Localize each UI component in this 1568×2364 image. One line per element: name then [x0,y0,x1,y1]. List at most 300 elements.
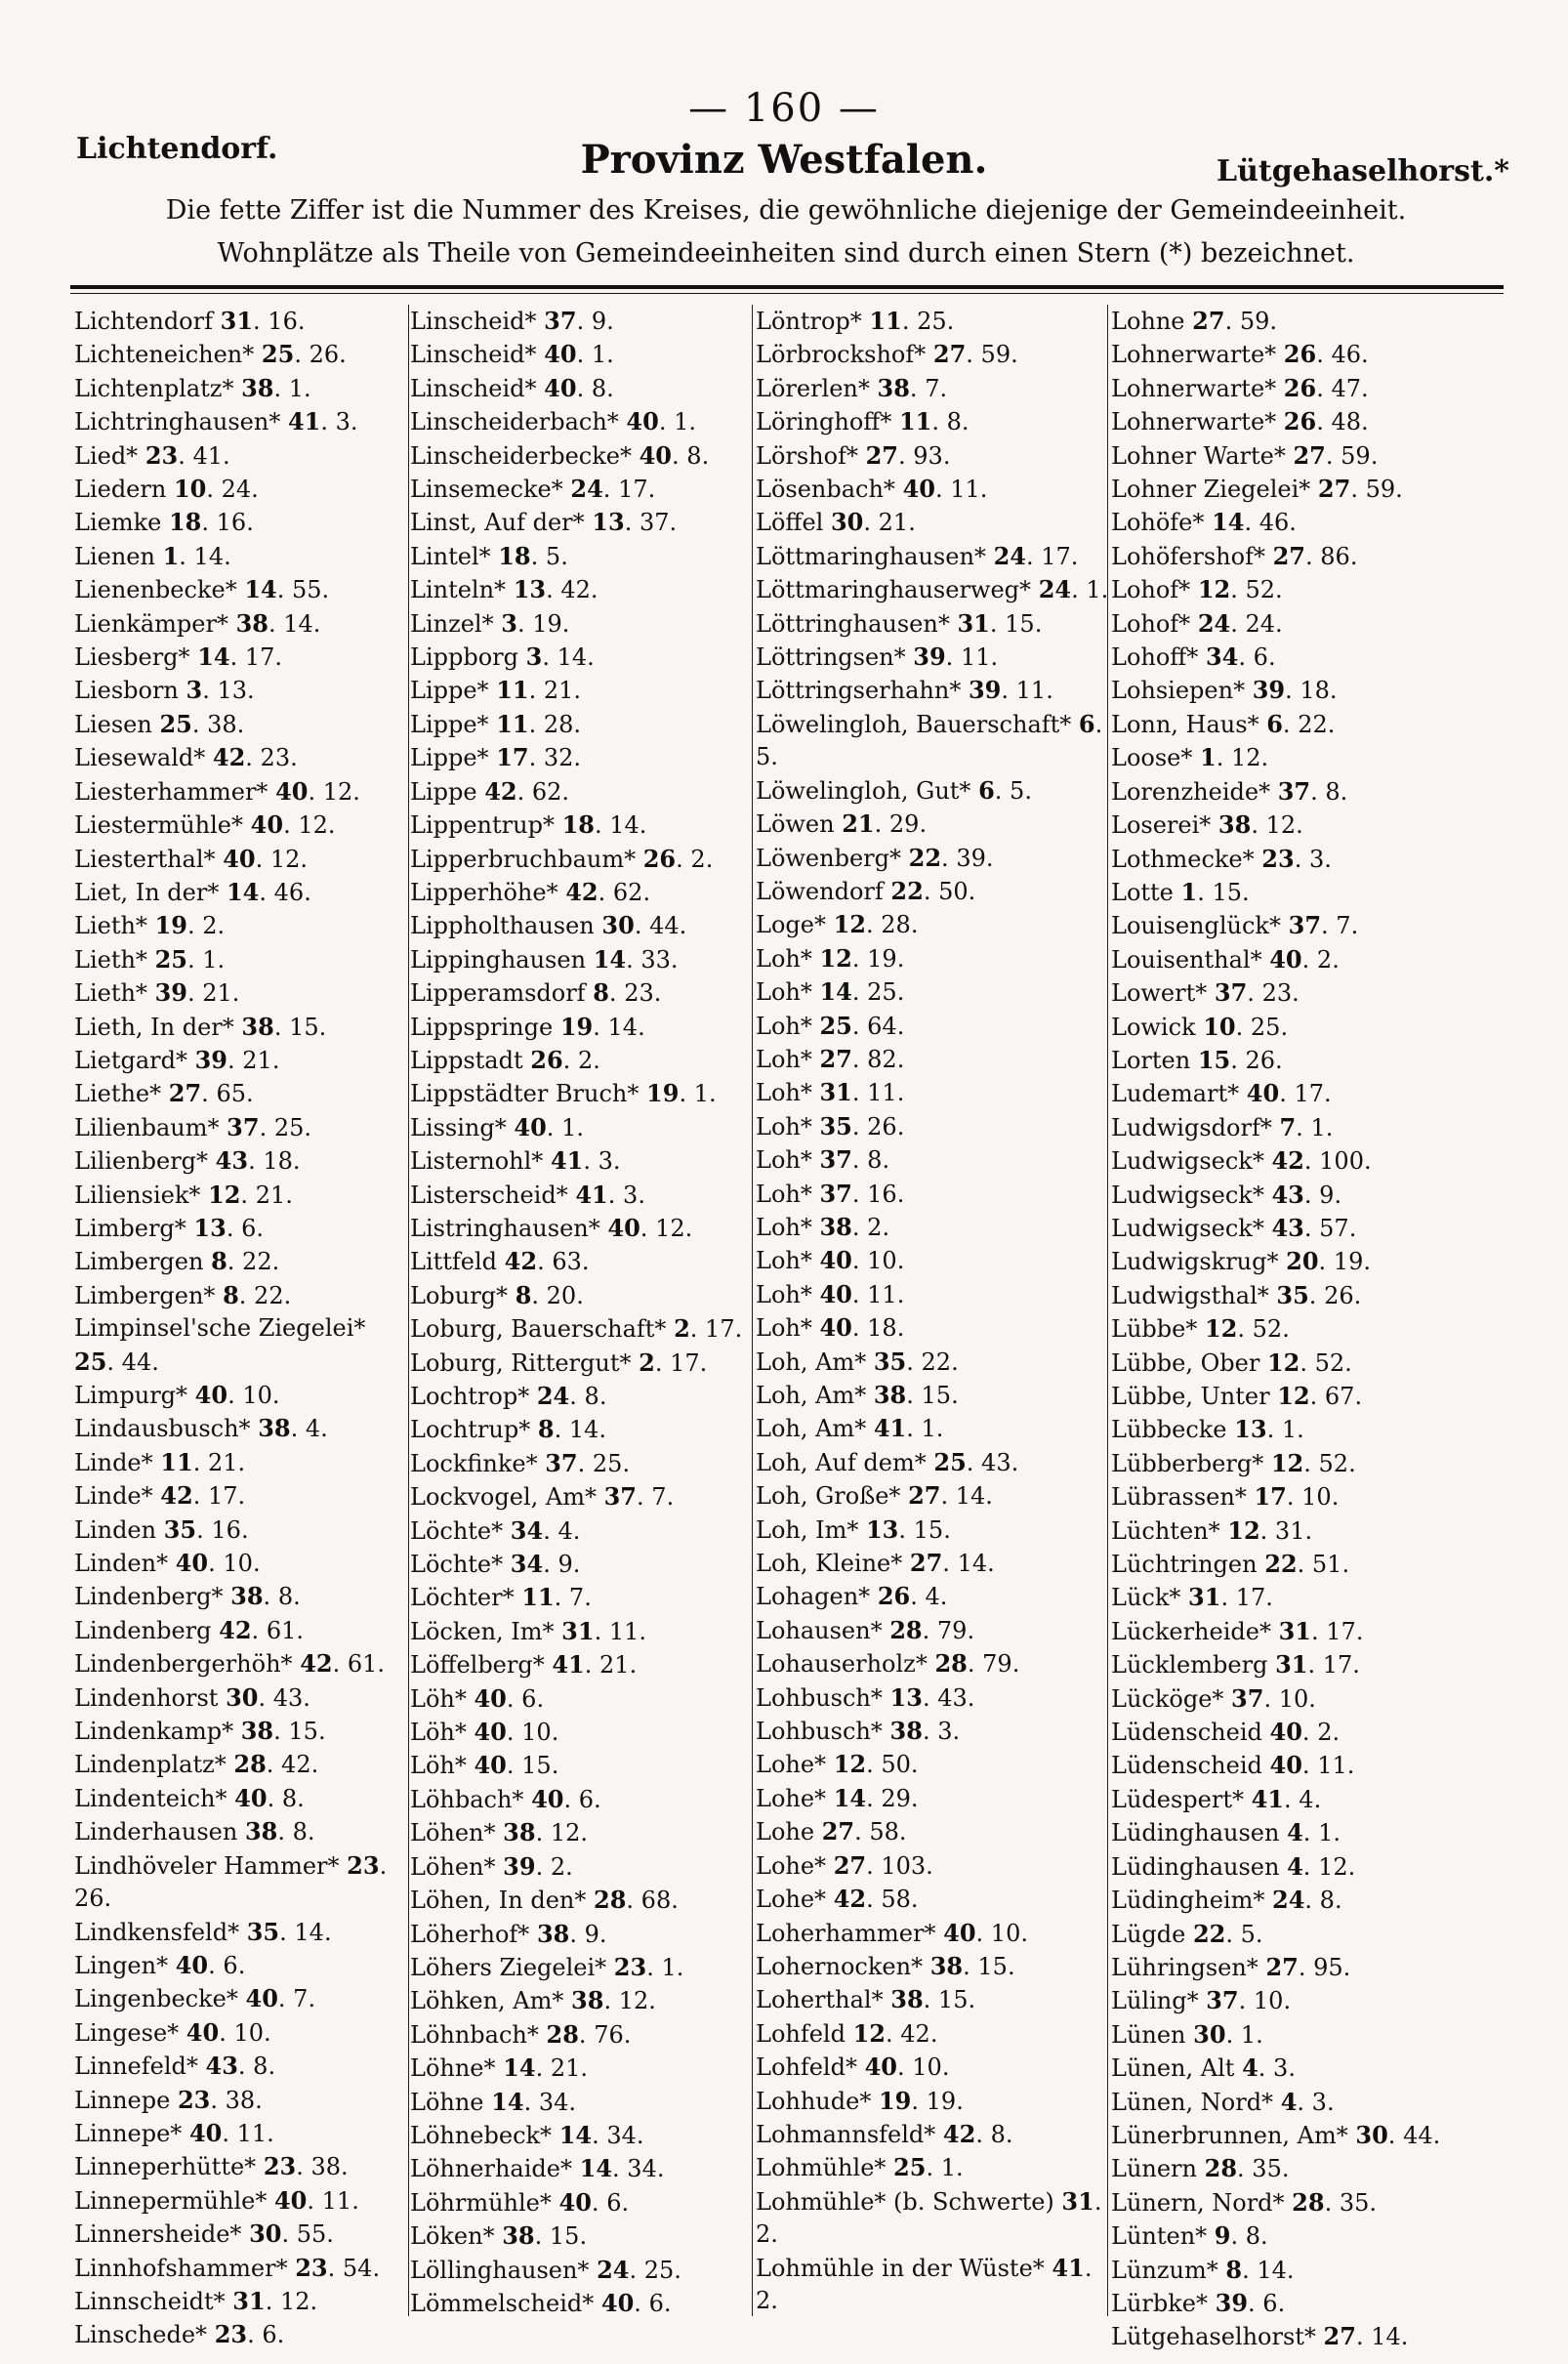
index-entry: Lübberberg* 12. 52. [1111,1448,1356,1477]
municipality-number: 21 [878,509,909,537]
municipality-number: 58 [869,1818,899,1846]
entry-name: Lück* [1111,1584,1181,1612]
index-entry: Linnersheide* 30. 55. [74,2219,334,2249]
intro-line-1: Die fette Ziffer ist die Nummer des Kreises, die gewöhnliche diejenige der Gemeindeeinheit. [165,195,1407,226]
district-number: 14 [833,1783,867,1812]
entry-name: Löwen [756,810,835,839]
municipality-number: 52 [1314,1348,1345,1377]
municipality-number: 14 [955,1482,986,1511]
municipality-number: 1 [288,374,305,402]
entry-name: Löhne* [410,2054,496,2083]
municipality-number: 11 [867,1280,897,1308]
index-entry: Lüchten* 12. 31. [1111,1515,1313,1545]
district-number: 22 [908,843,942,872]
index-entry: Löcken, Im* 31. 11. [410,1616,647,1645]
district-number: 4 [1287,1851,1303,1881]
district-number: 25 [74,1347,107,1376]
entry-name: Lünern, Nord* [1111,2188,1285,2217]
entry-name: Linscheid* [410,308,537,335]
district-number: 11 [496,709,529,738]
district-number: 24 [1038,575,1072,604]
index-entry: Lotte 1. 15. [1111,877,1250,906]
entry-name: Linscheiderbecke* [410,441,632,470]
district-number: 12 [833,910,866,939]
index-entry: Lindenteich* 40. 8. [74,1783,305,1812]
index-entry: Lohnerwarte* 26. 48. [1111,407,1369,436]
index-entry: Lünern, Nord* 28. 35. [1111,2187,1378,2217]
entry-name: Lohe* [756,1751,827,1779]
municipality-number: 10 [912,2053,942,2082]
index-entry: Linteln* 13. 42. [410,575,598,604]
district-number: 39 [913,643,946,672]
municipality-number: 52 [1318,1449,1349,1477]
index-entry: Lippspringe 19. 14. [410,1012,645,1041]
district-number: 14 [579,2154,613,2183]
entry-name: Löwelingloh, Bauerschaft* [756,710,1072,738]
index-entry: Lohe* 14. 29. [756,1783,919,1812]
entry-name: Löllinghausen* [410,2256,590,2284]
entry-name: Lothmecke* [1111,845,1255,873]
municipality-number: 28 [881,911,911,939]
district-number: 12 [1204,1314,1238,1344]
municipality-number: 4 [557,1516,573,1545]
municipality-number: 38 [225,2086,256,2114]
entry-name: Liesewald* [74,744,206,772]
index-entry: Loh* 12. 19. [756,943,905,973]
intro-line-2: Wohnplätze als Theile von Gemeindeeinheiten sind durch einen Stern (*) bezeichnet. [217,238,1355,269]
district-number: 19 [559,1012,594,1041]
index-entry: Löntrop* 11. 25. [756,307,955,335]
district-number: 31 [232,2286,266,2315]
entry-name: Ludwigseck* [1111,1147,1264,1176]
municipality-number: 34 [627,2155,657,2183]
municipality-number: 86 [1320,542,1350,570]
district-number: 8 [1225,2255,1243,2284]
index-column-4 [1111,305,1502,2351]
district-number: 10 [1203,1012,1236,1041]
district-number: 22 [1192,1919,1226,1948]
district-number: 1 [1180,877,1198,906]
municipality-number: 21 [543,677,574,705]
index-entry: Loherhammer* 40. 10. [756,1918,1028,1947]
entry-name: Lohner Ziegelei* [1111,476,1311,504]
index-entry: Lünerbrunnen, Am* 30. 44. [1111,2120,1441,2149]
entry-name: Lingenbecke* [74,1985,238,2013]
entry-name: Lohhude* [756,2087,872,2115]
district-number: 8 [223,1280,239,1309]
municipality-number: 55 [292,576,322,604]
district-number: 35 [246,1917,280,1946]
index-entry: Linsemecke* 24. 17. [410,475,656,504]
district-number: 38 [819,1212,852,1241]
district-number: 43 [205,2052,238,2081]
index-entry: Lohe* 12. 50. [756,1750,919,1779]
entry-name: Lied* [74,441,139,470]
municipality-number: 103 [881,1851,927,1880]
entry-name: Lichteneichen* [74,341,255,369]
district-number: 42 [300,1649,333,1679]
municipality-number: 14 [294,1918,324,1946]
entry-name: Lieth, In der* [74,1013,234,1041]
municipality-number: 23 [260,744,291,772]
entry-name: Lübbe* [1111,1315,1198,1344]
district-number: 6 [1266,709,1283,738]
index-entry: Loh* 35. 26. [756,1111,905,1141]
index-entry: Löhen* 39. 2. [410,1851,573,1881]
index-entry: Lippe* 11. 28. [410,709,582,738]
entry-name: Lühringsen* [1111,1953,1259,1981]
index-entry: Limbergen* 8. 22. [74,1280,292,1309]
entry-name: Lohbusch* [756,1683,883,1712]
district-number: 40 [544,340,577,369]
municipality-number: 35 [1252,2155,1282,2183]
district-number: 23 [144,440,179,470]
municipality-number: 10 [521,1719,552,1747]
district-number: 22 [890,876,924,905]
entry-name: Lindenplatz* [74,1751,227,1779]
municipality-number: 46 [1259,509,1290,537]
entry-name: Löffelberg* [410,1651,545,1680]
index-column-1 [74,305,406,2349]
index-entry: Lohfeld 12. 42. [756,2018,938,2048]
district-number: 27 [908,1481,941,1511]
municipality-number: 17 [244,643,275,672]
district-number: 35 [163,1514,197,1544]
index-entry: Lorenzheide* 37. 8. [1111,776,1348,806]
district-number: 40 [175,1950,209,1979]
index-entry: Linderhausen 38. 8. [74,1817,315,1846]
index-entry: Loh* 40. 10. [756,1246,905,1275]
index-entry: Lüdenscheid 40. 2. [1111,1718,1341,1747]
municipality-number: 42 [900,2019,930,2048]
entry-name: Loh, Auf dem* [756,1448,927,1476]
entry-name: Linderhausen [74,1818,238,1846]
district-number: 27 [909,1549,943,1578]
municipality-number: 17 [1322,1651,1353,1680]
district-number: 13 [193,1213,227,1242]
municipality-number: 8 [990,2120,1006,2148]
column-divider [408,305,409,2316]
district-number: 26 [1283,373,1317,402]
entry-name: Löchter* [410,1584,515,1612]
district-number: 38 [877,373,910,402]
entry-name: Lohof* [1111,609,1191,638]
district-number: 37 [1206,1986,1239,2015]
district-number: 30 [249,2219,282,2249]
entry-name: Lürbke* [1111,2289,1208,2317]
municipality-number: 17 [1235,1584,1266,1612]
index-entry: Löhen, In den* 28. 68. [410,1886,679,1915]
municipality-number: 25 [867,978,897,1007]
district-number: 40 [607,1213,640,1242]
entry-name: Lingen* [74,1951,169,1979]
entry-name: Lüling* [1111,1987,1199,2015]
entry-name: Löhken, Am* [410,1987,564,2015]
municipality-number: 16 [867,1180,897,1208]
district-number: 13 [592,508,625,537]
district-number: 12 [852,2018,887,2048]
municipality-number: 19 [867,944,897,973]
district-number: 42 [1271,1146,1304,1176]
index-entry: Lohernocken* 38. 15. [756,1951,1015,1980]
municipality-number: 21 [207,1448,238,1476]
municipality-number: 68 [640,1887,672,1915]
index-entry: Liet, In der* 14. 46. [74,877,311,906]
municipality-number: 61 [266,1616,297,1644]
index-entry: Lürbke* 39. 6. [1111,2288,1286,2317]
entry-name: Lindenhorst [74,1683,219,1712]
municipality-number: 22 [242,1248,272,1276]
index-entry: Ludwigseck* 43. 57. [1111,1213,1357,1242]
district-number: 38 [244,1817,278,1846]
municipality-number: 17 [1041,542,1071,570]
entry-name: Lünen [1111,2020,1186,2049]
district-number: 43 [1271,1213,1304,1242]
municipality-number: 41 [192,441,224,470]
district-number: 26 [530,1045,563,1074]
district-number: 12 [833,1750,867,1779]
entry-name: Lindhöveler Hammer* [74,1851,340,1880]
entry-name: Liedern [74,476,167,504]
entry-name: Lünerbrunnen, Am* [1111,2121,1348,2149]
district-number: 40 [514,1112,547,1141]
entry-name: Lohmühle* (b. Schwerte) [756,2187,1054,2216]
municipality-number: 7 [651,1483,667,1512]
municipality-number: 51 [1311,1551,1342,1579]
district-number: 38 [230,1582,264,1611]
district-number: 23 [295,2253,328,2282]
entry-name: Lippe [410,777,477,806]
index-entry: Lückerheide* 31. 17. [1111,1616,1364,1645]
district-number: 15 [1197,1045,1231,1074]
municipality-number: 13 [217,677,248,705]
district-number: 31 [1188,1583,1221,1612]
municipality-number: 4 [925,1583,940,1611]
entry-name: Lieth* [74,945,147,974]
municipality-number: 1 [661,1953,677,1981]
district-number: 24 [536,1382,570,1410]
municipality-number: 4 [305,1415,321,1443]
district-number: 37 [544,307,577,335]
index-entry: Liesen 25. 38. [74,709,245,738]
municipality-number: 25 [917,308,947,335]
entry-name: Lindenkamp* [74,1718,234,1746]
district-number: 31 [819,1078,852,1107]
entry-name: Linzel* [410,609,494,638]
entry-name: Lippspringe [410,1013,554,1041]
index-entry: Ludwigseck* 42. 100. [1111,1146,1372,1176]
index-entry: Linscheiderbach* 40. 1. [410,407,697,436]
district-number: 22 [1264,1550,1298,1579]
municipality-number: 15 [288,1718,318,1746]
entry-name: Lüdinghausen [1111,1819,1280,1847]
index-entry: Lügde 22. 5. [1111,1919,1263,1948]
entry-name: Lohauserholz* [756,1650,928,1679]
index-entry: Lünten* 9. 8. [1111,2221,1268,2251]
municipality-number: 43 [272,1683,304,1712]
district-number: 35 [819,1111,852,1141]
municipality-number: 21 [202,979,232,1008]
entry-name: Lipperbruchbaum* [410,845,637,873]
index-entry: Löhken, Am* 38. 12. [410,1986,656,2015]
district-number: 23 [1261,844,1295,873]
district-number: 40 [250,810,284,840]
entry-name: Lübbe, Ober [1111,1348,1260,1377]
index-entry: Löken* 38. 15. [410,2221,588,2251]
municipality-number: 10 [242,1382,272,1409]
municipality-number: 1 [921,1415,936,1443]
page-number: — 160 — [688,86,880,131]
district-number: 41 [1251,1784,1285,1813]
district-number: 18 [498,541,531,570]
municipality-number: 11 [236,2119,268,2147]
district-number: 40 [943,1918,976,1947]
index-entry: Löchter* 11. 7. [410,1583,592,1612]
index-entry: Loh, Am* 41. 1. [756,1414,944,1443]
entry-name: Lohe* [756,1851,827,1880]
municipality-number: 42 [281,1751,311,1779]
header-left-catchword: Lichtendorf. [76,132,278,166]
index-entry: Löherhof* 38. 9. [410,1919,607,1948]
municipality-number: 95 [1313,1953,1343,1981]
entry-name: Limberg* [74,1214,186,1242]
index-entry: Lindhöveler Hammer* 23. 26. [74,1850,388,1913]
district-number: 19 [646,1079,680,1108]
district-number: 40 [1269,1751,1302,1780]
index-entry: Lünen, Nord* 4. 3. [1111,2087,1335,2116]
index-entry: Löwelingloh, Gut* 6. 5. [756,775,1032,805]
municipality-number: 14 [557,643,588,672]
municipality-number: 15 [1005,609,1035,638]
municipality-number: 34 [606,2121,637,2149]
municipality-number: 59 [1365,476,1396,504]
municipality-number: 15 [977,1952,1008,1980]
entry-name: Loburg, Bauerschaft* [410,1315,667,1344]
index-entry: Loh* 31. 11. [756,1078,905,1107]
municipality-number: 6 [241,1214,257,1242]
entry-name: Loherhammer* [756,1919,936,1947]
district-number: 14 [244,575,277,604]
entry-name: Liesterthal* [74,845,216,873]
index-entry: Ludwigsdorf* 7. 1. [1111,1112,1334,1141]
municipality-number: 12 [322,777,353,806]
municipality-number: 1 [202,945,218,974]
index-entry: Linden* 40. 10. [74,1549,261,1578]
entry-name: Loh* [756,1112,812,1141]
index-entry: Loge* 12. 28. [756,910,919,939]
entry-name: Loburg* [410,1281,509,1309]
entry-name: Lohernocken* [756,1952,924,1980]
district-number: 27 [1323,2322,1356,2351]
district-number: 42 [833,1885,867,1914]
entry-name: Louisenthal* [1111,945,1262,974]
entry-name: Linden [74,1515,157,1544]
district-number: 28 [594,1886,627,1915]
district-number: 23 [613,1952,647,1981]
entry-name: Linschede* [74,2321,208,2349]
entry-name: Limbergen* [74,1281,216,1309]
district-number: 35 [873,1347,907,1376]
municipality-number: 100 [1319,1147,1364,1176]
entry-name: Lünten* [1111,2222,1208,2251]
district-number: 31 [1061,2186,1094,2216]
entry-name: Lippentrup* [410,811,555,840]
entry-name: Löhrmühle* [410,2188,552,2217]
district-number: 38 [571,1986,604,2015]
entry-name: Lohsiepen* [1111,677,1246,705]
district-number: 14 [558,2120,593,2149]
municipality-number: 10 [223,1550,253,1578]
entry-name: Lüdenscheid [1111,1752,1262,1780]
index-entry: Linde* 11. 21. [74,1447,246,1476]
municipality-number: 10 [867,1247,897,1275]
municipality-number: 14 [193,542,225,570]
district-number: 11 [898,407,932,436]
municipality-number: 5 [756,743,771,771]
district-number: 40 [245,1984,278,2013]
index-entry: Liesterthal* 40. 12. [74,844,309,873]
entry-name: Löwenberg* [756,844,901,872]
district-number: 2 [639,1348,655,1377]
district-number: 28 [546,2019,579,2049]
municipality-number: 12 [279,2287,310,2315]
entry-name: Linscheid* [410,341,537,369]
municipality-number: 22 [921,1348,952,1376]
municipality-number: 3 [1273,2054,1289,2083]
entry-name: Löhers Ziegelei* [410,1953,607,1981]
district-number: 43 [215,1146,249,1176]
municipality-number: 29 [888,810,920,839]
district-number: 6 [978,775,995,805]
index-entry: Löh* 40. 10. [410,1718,559,1747]
index-entry: Listernohl* 41. 3. [410,1146,621,1176]
district-number: 31 [561,1616,595,1645]
index-entry: Lohhude* 19. 19. [756,2086,964,2115]
district-number: 1 [162,541,180,570]
index-entry: Loburg, Bauerschaft* 2. 17. [410,1314,743,1344]
municipality-number: 22 [1298,710,1328,738]
entry-name: Lippinghausen [410,945,587,974]
municipality-number: 21 [255,1181,286,1209]
district-number: 31 [220,307,254,335]
index-entry: Loh, Am* 38. 15. [756,1381,959,1409]
municipality-number: 50 [938,877,969,905]
municipality-number: 38 [207,710,237,738]
index-entry: Lippe 42. 62. [410,776,570,806]
index-entry: Löhrmühle* 40. 6. [410,2187,630,2217]
entry-name: Lohoff* [1111,643,1199,672]
entry-name: Lütgehaselhorst* [1111,2323,1316,2351]
entry-name: Löttmaringhausen* [756,542,986,570]
municipality-number: 38 [310,2153,342,2181]
municipality-number: 14 [957,1550,988,1578]
index-entry: Loh* 40. 11. [756,1279,905,1308]
index-entry: Lippholthausen 30. 44. [410,911,687,940]
entry-name: Lowick [1111,1013,1196,1041]
entry-name: Loh, Im* [756,1515,859,1544]
index-entry: Lingen* 40. 6. [74,1950,246,1979]
index-entry: Liethe* 27. 65. [74,1079,254,1108]
municipality-number: 15 [1212,878,1243,906]
entry-name: Ludwigseck* [1111,1214,1264,1242]
index-entry: Löhnerhaide* 14. 34. [410,2154,665,2183]
entry-name: Lorenzheide* [1111,777,1271,806]
index-entry: Löchte* 34. 4. [410,1515,581,1545]
index-entry: Lüchtringen 22. 51. [1111,1550,1350,1579]
municipality-number: 3 [335,408,351,436]
municipality-number: 14 [609,811,640,840]
entry-name: Lömmelscheid* [410,2289,595,2317]
